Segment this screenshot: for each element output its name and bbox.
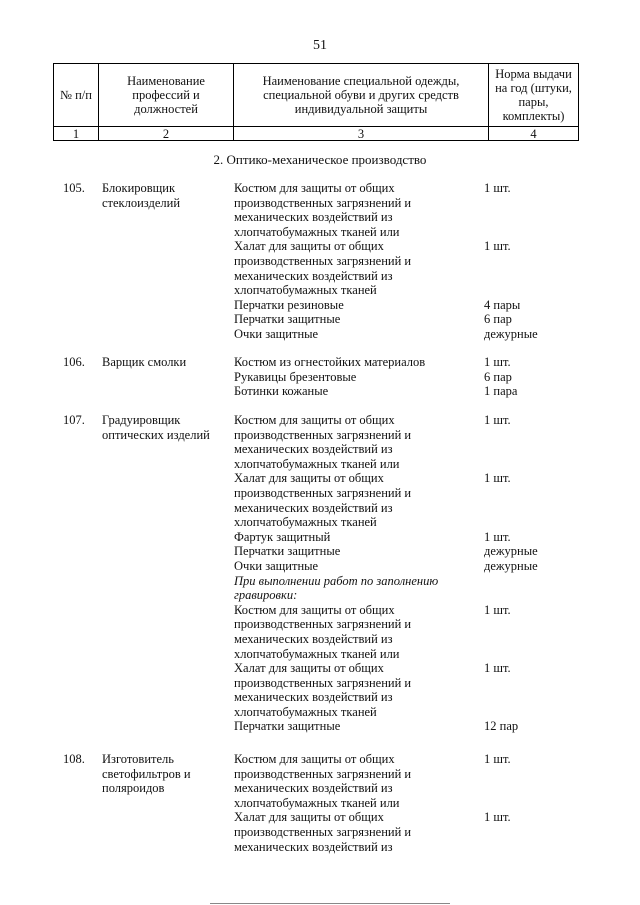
column-number: 2 (99, 127, 234, 141)
equipment-item (234, 796, 474, 811)
equipment-name: Перчатки защитные (234, 544, 341, 559)
equipment-name: Костюм из огнестойких материалов (234, 355, 426, 369)
equipment-name: производственных загрязнений и (234, 485, 412, 500)
equipment-name: Фартук защитный (234, 529, 331, 544)
equipment-item (234, 781, 474, 796)
issue-norm: 1 шт. (484, 413, 511, 427)
profession-line: Градуировщик (102, 413, 181, 427)
entry-number: 105. (63, 181, 85, 195)
header-line: Норма выдачи (495, 67, 572, 81)
profession-line: стеклоизделий (102, 195, 181, 210)
equipment-item (234, 529, 511, 545)
equipment-name: Костюм для защиты от общих (234, 413, 395, 427)
equipment-name: Халат для защиты от общих (234, 661, 384, 676)
equipment-item (234, 617, 474, 632)
profession-name (102, 355, 230, 370)
equipment-name: Халат для защиты от общих (234, 239, 384, 254)
issue-norm: 1 шт. (484, 752, 511, 766)
equipment-item (234, 369, 512, 385)
equipment-name: Перчатки резиновые (234, 297, 344, 312)
issue-norm: 1 шт. (484, 661, 511, 676)
equipment-list (234, 413, 538, 734)
equipment-name: механических воздействий из (234, 500, 393, 515)
equipment-item (234, 719, 519, 734)
equipment-name: производственных загрязнений и (234, 427, 412, 442)
equipment-item (234, 428, 474, 443)
equipment-item (234, 181, 511, 196)
equipment-item (234, 210, 474, 225)
header-col-number: № п/п (54, 64, 99, 127)
equipment-name: Перчатки защитные (234, 719, 341, 734)
equipment-item (234, 283, 474, 298)
equipment-name: хлопчатобумажных тканей (234, 704, 377, 719)
equipment-item (234, 767, 474, 782)
equipment-item (234, 196, 474, 211)
issue-norm: 1 шт. (484, 239, 511, 254)
equipment-item (234, 690, 474, 705)
header-line: должностей (134, 102, 198, 116)
equipment-item (234, 810, 511, 825)
equipment-name: производственных загрязнений и (234, 195, 412, 210)
equipment-name: производственных загрязнений и (234, 766, 412, 781)
equipment-item (234, 705, 474, 720)
equipment-item (234, 269, 474, 284)
entry-number: 106. (63, 355, 85, 369)
equipment-item (234, 471, 511, 486)
equipment-item (234, 825, 474, 840)
issue-norm: 6 пар (484, 312, 512, 327)
equipment-name: Костюм для защиты от общих (234, 602, 395, 617)
profession-line: поляроидов (102, 781, 165, 796)
equipment-name: Рукавицы брезентовые (234, 369, 357, 384)
header-line: Наименование (127, 74, 205, 88)
equipment-item (234, 225, 474, 240)
equipment-item (234, 355, 511, 370)
equipment-item (234, 602, 511, 618)
equipment-name: хлопчатобумажных тканей (234, 515, 377, 530)
issue-norm: 6 пар (484, 369, 512, 384)
equipment-name: производственных загрязнений и (234, 675, 412, 690)
equipment-name: механических воздействий из (234, 690, 393, 705)
equipment-item (234, 326, 538, 342)
header-table (53, 63, 579, 141)
header-line: комплекты) (502, 109, 565, 123)
equipment-name: гравировки: (234, 588, 298, 603)
divider (210, 903, 450, 904)
equipment-name: механических воздействий из (234, 442, 393, 457)
equipment-item (234, 515, 474, 530)
equipment-item (234, 239, 511, 254)
equipment-list (234, 355, 518, 399)
issue-norm: 12 пар (484, 719, 519, 734)
equipment-name: механических воздействий из (234, 839, 393, 854)
equipment-item (234, 442, 474, 457)
equipment-item (234, 312, 512, 327)
equipment-name: механических воздействий из (234, 631, 393, 646)
profession-name (102, 752, 230, 796)
equipment-item (234, 384, 518, 399)
section-title: 2. Оптико-механическое производство (213, 152, 427, 167)
equipment-name: хлопчатобумажных тканей или (234, 456, 400, 471)
equipment-name: Перчатки защитные (234, 312, 341, 327)
equipment-item (234, 457, 474, 472)
equipment-item (234, 752, 511, 767)
profession-line: оптических изделий (102, 427, 210, 442)
issue-norm: дежурные (484, 558, 538, 573)
issue-norm: 1 шт. (484, 810, 511, 825)
issue-norm: 4 пары (484, 297, 521, 312)
header-line: на год (штуки, (495, 81, 572, 95)
equipment-item (234, 647, 474, 662)
equipment-name: Костюм для защиты от общих (234, 181, 395, 195)
equipment-name: Очки защитные (234, 326, 319, 341)
equipment-item (234, 840, 474, 855)
issue-norm: 1 шт. (484, 471, 511, 486)
column-number: 4 (489, 127, 579, 141)
equipment-name: хлопчатобумажных тканей или (234, 795, 400, 810)
equipment-item (234, 574, 474, 589)
equipment-name: механических воздействий из (234, 781, 393, 796)
equipment-item (234, 588, 474, 603)
equipment-list (234, 181, 538, 342)
equipment-name: Халат для защиты от общих (234, 810, 384, 825)
header-col-norm (489, 64, 579, 127)
issue-norm: 1 пара (484, 384, 518, 399)
header-line: пары, (518, 95, 549, 109)
profession-line: Изготовитель (102, 752, 174, 766)
equipment-name: механических воздействий из (234, 268, 393, 283)
equipment-name: Очки защитные (234, 558, 319, 573)
equipment-item (234, 486, 474, 501)
equipment-item (234, 558, 538, 574)
profession-name (102, 181, 230, 210)
equipment-item (234, 413, 511, 428)
entry-number: 107. (63, 413, 85, 427)
issue-norm: 1 шт. (484, 529, 511, 544)
issue-norm: 1 шт. (484, 602, 511, 617)
column-number: 1 (54, 127, 99, 141)
equipment-name: Халат для защиты от общих (234, 471, 384, 486)
equipment-name: Костюм для защиты от общих (234, 752, 395, 766)
equipment-item (234, 501, 474, 516)
equipment-item (234, 661, 511, 676)
equipment-item (234, 297, 521, 313)
equipment-item (234, 676, 474, 691)
equipment-name: хлопчатобумажных тканей или (234, 646, 400, 661)
header-line: индивидуальной защиты (294, 102, 428, 116)
equipment-name: хлопчатобумажных тканей (234, 283, 377, 298)
equipment-name: производственных загрязнений и (234, 617, 412, 632)
equipment-item (234, 544, 538, 559)
page-number: 51 (313, 38, 327, 53)
equipment-name: производственных загрязнений и (234, 253, 412, 268)
column-number: 3 (234, 127, 489, 141)
profession-line: Варщик смолки (102, 355, 187, 369)
issue-norm: дежурные (484, 544, 538, 559)
header-col-profession (99, 64, 234, 127)
equipment-name: При выполнении работ по заполнению (234, 573, 439, 588)
header-col-clothing (234, 64, 489, 127)
equipment-name: хлопчатобумажных тканей или (234, 224, 400, 239)
issue-norm: 1 шт. (484, 355, 511, 369)
header-line: Наименование специальной одежды, (262, 74, 460, 88)
profession-line: Блокировщик (102, 181, 176, 195)
header-line: профессий и (132, 88, 200, 102)
equipment-name: механических воздействий из (234, 210, 393, 225)
equipment-list (234, 752, 511, 854)
equipment-name: Ботинки кожаные (234, 384, 329, 399)
equipment-item (234, 254, 474, 269)
entry-number: 108. (63, 752, 85, 766)
equipment-name: производственных загрязнений и (234, 824, 412, 839)
equipment-item (234, 632, 474, 647)
header-line: специальной обуви и других средств (263, 88, 459, 102)
issue-norm: 1 шт. (484, 181, 511, 195)
issue-norm: дежурные (484, 326, 538, 341)
profession-line: светофильтров и (102, 766, 191, 781)
profession-name (102, 413, 230, 442)
